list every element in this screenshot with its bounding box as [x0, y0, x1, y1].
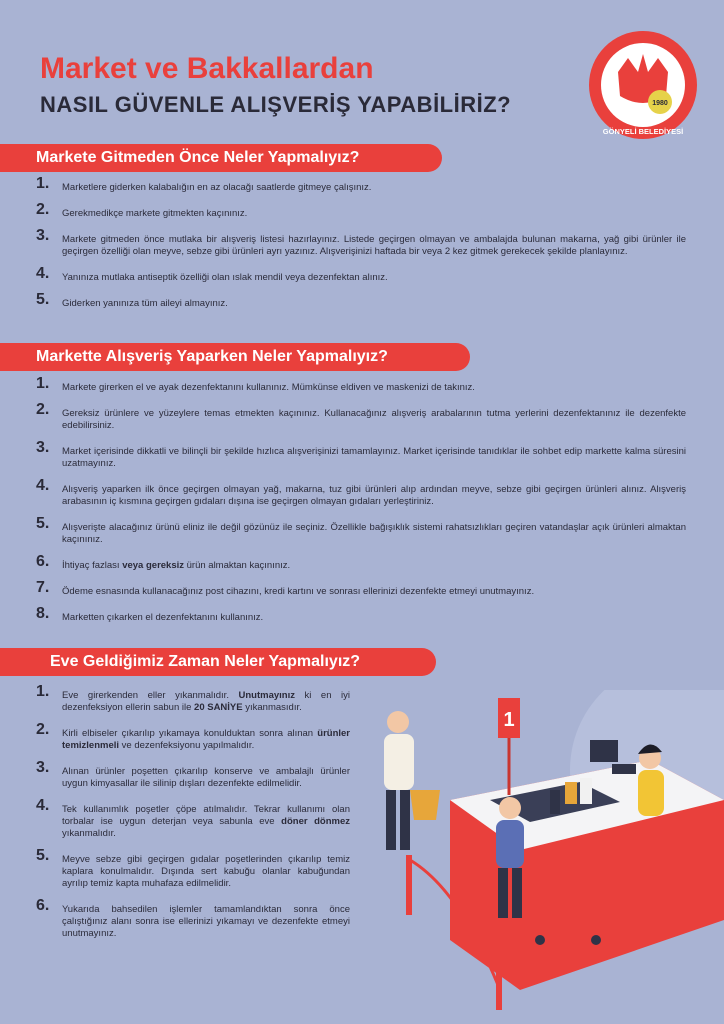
list-item: 3. Market içerisinde dikkatli ve bilinçli bir şekilde hızlıca alışverişinizi tamamlayınız. Market içerisinde tanıdıklar ile sohbet edip markette kalma süresini uzatmayınız.: [36, 439, 686, 469]
municipality-logo: [588, 30, 698, 140]
list-item: 1. Markete girerken el ve ayak dezenfektanını kullanınız. Mümkünse eldiven ve maskenizi de takınız.: [36, 375, 475, 393]
supermarket-illustration: [350, 690, 724, 1024]
list-item: 5. Alışverişte alacağınız ürünü eliniz ile değil gözünüz ile seçiniz. Özellikle bağışıklık sistemi rahatsızlıkları geçiren vatandaşlar açık ürünleri almaktan kaçınınız.: [36, 515, 686, 545]
list-item: 4. Yanınıza mutlaka antiseptik özelliği olan ıslak mendil veya dezenfektan alınız.: [36, 265, 388, 283]
section-header-at-home: Eve Geldiğimiz Zaman Neler Yapmalıyız?: [0, 648, 436, 676]
list-item: 4. Tek kullanımlık poşetler çöpe atılmalıdır. Tekrar kullanımı olan torbalar ise uygun deterjan veya sabunla eve döner dönmez yıkanmalıdır.: [36, 797, 350, 839]
shopper-head: [387, 711, 409, 733]
list-item: 5. Meyve sebze gibi geçirgen gıdalar poşetlerinden çıkarılıp temiz kaplara konulmalıdır. Dışında sert kabuğu olanlar kabuğundan ayrılıp temiz kapta muhafaza edilmelidir.: [36, 847, 350, 889]
cash-register: [590, 740, 618, 762]
logo-text: GÖNYELİ BELEDİYESİ: [602, 127, 684, 136]
section-header-before-market: Markete Gitmeden Önce Neler Yapmalıyız?: [0, 144, 442, 172]
list-item: 2. Gereksiz ürünlere ve yüzeylere temas etmekten kaçınınız. Kullanacağınız alışveriş arabalarının tutma yerlerini dezenfektanınız ile dezenfekte edebilirsiniz.: [36, 401, 686, 431]
list-at-home: [36, 683, 350, 940]
list-item: 2. Gerekmedikçe markete gitmekten kaçınınız.: [36, 201, 248, 219]
list-item: 3. Markete gitmeden önce mutlaka bir alışveriş listesi hazırlayınız. Listede geçirgen olmayan ve ambalajda bulunan makarna, yağ gibi ürünler ile geçirgen özelliği olan meyve, sebze gibi ürünleri ayrı yazınız. Alışverişinizi haftada bir veya 2 kez gitmek gerekecek şekilde planlayınız.: [36, 227, 686, 257]
list-item: 8. Marketten çıkarken el dezenfektanını kullanınız.: [36, 605, 264, 623]
list-item: 6. İhtiyaç fazlası veya gereksiz ürün almaktan kaçınınız.: [36, 553, 291, 571]
logo-year: 1980: [652, 100, 668, 107]
list-in-market: [36, 375, 686, 624]
list-item: 1. Marketlere giderken kalabalığın en az olacağı saatlerde gitmeye çalışınız.: [36, 175, 372, 193]
list-before-market: [36, 175, 686, 310]
list-item: 6. Yukarıda bahsedilen işlemler tamamlandıktan sonra önce çalıştığınız alanı sonra ise ellerinizi yıkamayı ve dezenfekte etmeyi unutmayınız.: [36, 897, 350, 939]
page-subtitle: NASIL GÜVENLE ALIŞVERİŞ YAPABİLİRİZ?: [40, 92, 512, 117]
list-item: 5. Giderken yanınıza tüm aileyi almayınız.: [36, 291, 228, 309]
page-title: Market ve Bakkallardan: [40, 52, 374, 85]
list-item: 4. Alışveriş yaparken ilk önce geçirgen olmayan yağ, makarna, tuz gibi ürünleri alıp ardından meyve, sebze gibi geçirgen ürünleri alınız. Alışveriş arabasının iç kısmına geçirgen gıdaları dışına ise geçirgen olmayan gıdaları yerleştiriniz.: [36, 477, 686, 507]
list-item: 3. Alınan ürünler poşetten çıkarılıp konserve ve ambalajlı ürünler uygun kimyasallar ile silinip dışları dezenfekte edilmelidir.: [36, 759, 350, 789]
list-item: 7. Ödeme esnasında kullanacağınız post cihazını, kredi kartını ve sonrası ellerinizi dezenfekte etmeyi unutmayınız.: [36, 579, 535, 597]
checkout-sign-number: 1: [503, 709, 515, 731]
list-item: 2. Kirli elbiseler çıkarılıp yıkamaya konulduktan sonra alınan ürünler temizlenmeli ve dezenfeksiyonu yapılmalıdır.: [36, 721, 350, 751]
section-header-in-market: Markette Alışveriş Yaparken Neler Yapmalıyız?: [0, 343, 470, 371]
list-item: 1. Eve girerkenden eller yıkanmalıdır. Unutmayınız ki en iyi dezenfeksiyon ellerin sabun ile 20 SANİYE yıkanmasıdır.: [36, 683, 350, 713]
